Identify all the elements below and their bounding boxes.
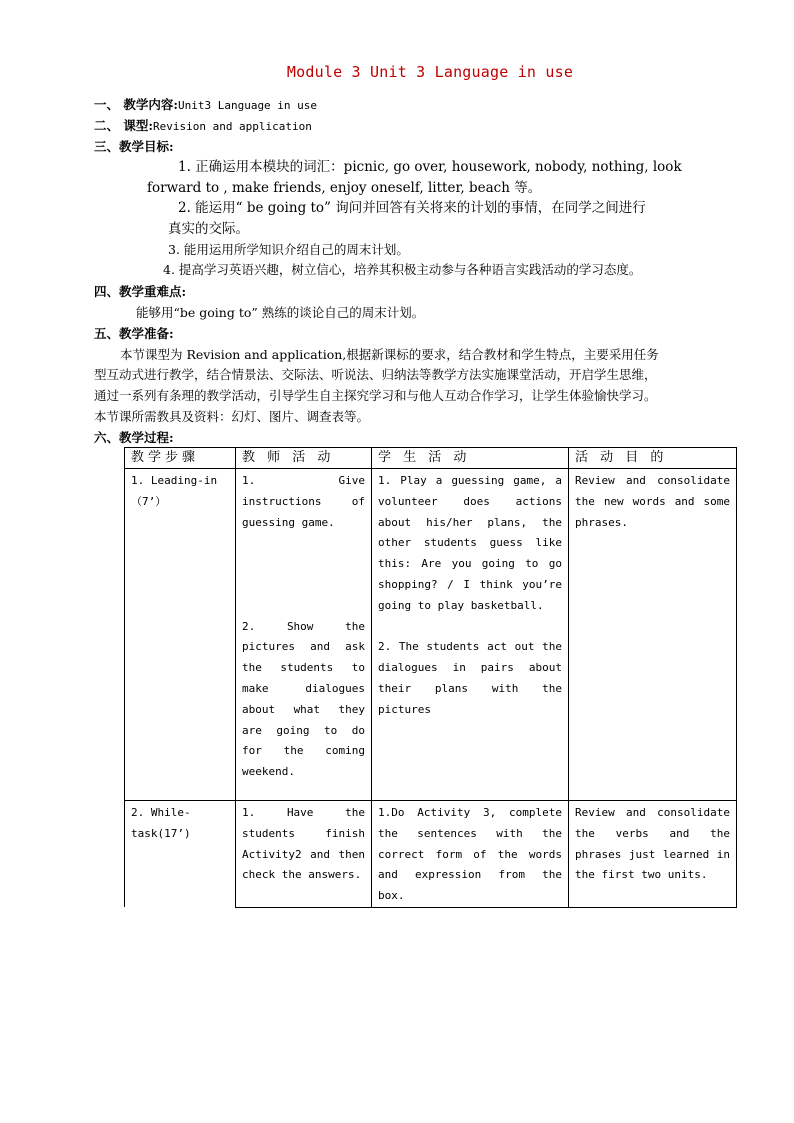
- preparation-line-4: 本节课所需教具及资料：幻灯、图片、调查表等。: [94, 409, 370, 424]
- section-content-label: 一、 教学内容:: [94, 97, 178, 112]
- row2-purpose: Review and consolidate the verbs and the phrases just learned in the first two units.: [569, 801, 737, 908]
- section-content-value: Unit3 Language in use: [177, 99, 318, 112]
- table-row: [125, 469, 737, 801]
- section-preparation-label: 五、教学准备:: [94, 326, 174, 341]
- section-lesson-type-label: 二、 课型:: [94, 118, 153, 133]
- section-lesson-type: [94, 118, 312, 135]
- objective-1-line1: 1. 正确运用本模块的词汇：picnic, go over, housework, nobody, nothing, look: [178, 159, 682, 175]
- row1-teacher: [236, 469, 372, 801]
- preparation-line-1: 本节课型为 Revision and application,根据新课标的要求，结合教材和学生特点，主要采用任务: [120, 347, 659, 362]
- preparation-line-2: 型互动式进行教学，结合情景法、交际法、听说法、归纳法等教学方法实施课堂活动，开启学生思维，: [94, 367, 657, 382]
- objective-2-line2: 真实的交际。: [168, 221, 249, 237]
- process-table: [124, 447, 737, 908]
- row1-student-1: 1. Play a guessing game, a volunteer does actions about his/her plans, the other students guess like this: Are you going to go shopping? / I think you’re going to play basketball.: [378, 474, 562, 612]
- objective-3: 3. 能用运用所学知识介绍自己的周末计划。: [168, 242, 409, 257]
- header-teacher: 教 师 活 动: [236, 448, 372, 469]
- objective-4: 4. 提高学习英语兴趣，树立信心，培养其积极主动参与各种语言实践活动的学习态度。: [163, 262, 642, 277]
- section-objectives-label: 三、教学目标:: [94, 139, 174, 154]
- document-title: Module 3 Unit 3 Language in use: [286, 63, 574, 81]
- section-process-label: 六、教学过程:: [94, 430, 174, 445]
- header-purpose: 活 动 目 的: [569, 448, 737, 469]
- row1-teacher-2: 2. Show the pictures and ask the students to make dialogues about what they are going to do for the coming weekend.: [242, 619, 365, 779]
- row1-student: [372, 469, 569, 801]
- table-header-row: [125, 448, 737, 469]
- objective-2-line1: 2. 能运用“ be going to” 询问并回答有关将来的计划的事情，在同学之间进行: [178, 200, 646, 216]
- row1-teacher-1: 1. Give instructions of guessing game.: [242, 474, 365, 529]
- row2-teacher: 1. Have the students finish Activity2 and then check the answers.: [236, 801, 372, 908]
- row2-step: 2. While-task(17’): [125, 801, 236, 908]
- header-step: 教学步骤: [125, 448, 236, 469]
- table-row: [125, 801, 737, 908]
- preparation-line-3: 通过一系列有条理的教学活动，引导学生自主探究学习和与他人互动合作学习，让学生体验愉快学习。: [94, 388, 657, 403]
- header-student: 学 生 活 动: [372, 448, 569, 469]
- section-lesson-type-value: Revision and application: [152, 120, 312, 133]
- row1-student-2: 2. The students act out the dialogues in pairs about their plans with the pictures: [378, 640, 562, 716]
- row1-step: 1. Leading-in （7’）: [125, 469, 236, 801]
- row1-purpose: Review and consolidate the new words and some phrases.: [569, 469, 737, 801]
- row2-student: 1.Do Activity 3, complete the sentences with the correct form of the words and expression from the box.: [372, 801, 569, 908]
- section-key-points-label: 四、教学重难点:: [94, 284, 187, 299]
- objective-1-line2: forward to , make friends, enjoy oneself, litter, beach 等。: [147, 180, 542, 196]
- key-points-text: 能够用“be going to” 熟练的谈论自己的周末计划。: [136, 305, 425, 320]
- section-content: [94, 97, 317, 114]
